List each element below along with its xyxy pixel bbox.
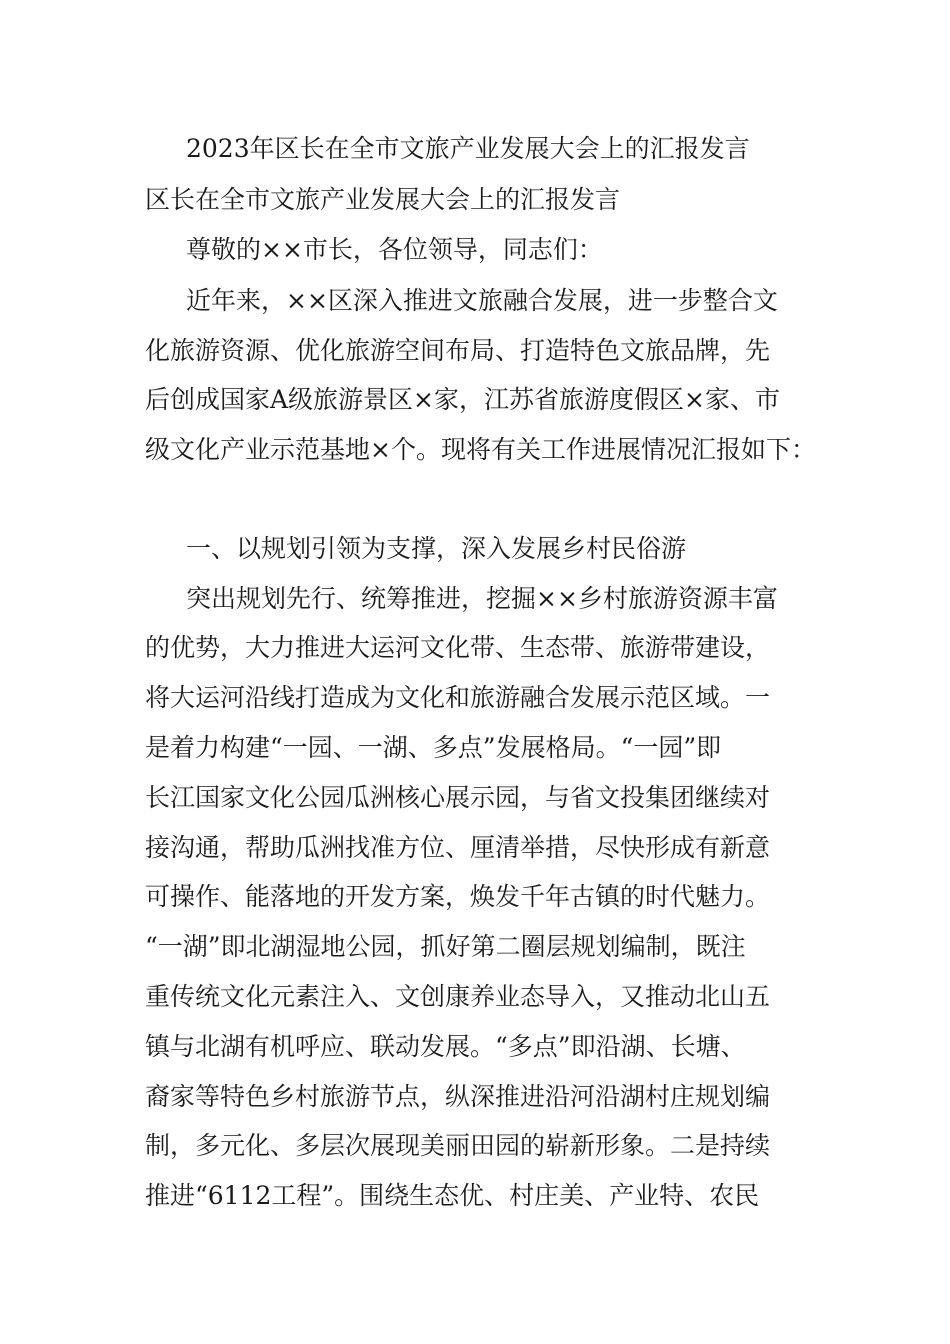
body-line: 突出规划先行、统筹推进，挖掘××乡村旅游资源丰富 bbox=[186, 584, 778, 613]
body-line: “一湖”即北湖湿地公园，抓好第二圈层规划编制，既注 bbox=[145, 932, 746, 961]
document-title: 2023年区长在全市文旅产业发展大会上的汇报发言 bbox=[186, 134, 750, 163]
intro-line: 近年来，××区深入推进文旅融合发展，进一步整合文 bbox=[186, 286, 778, 315]
body-line: 接沟通，帮助瓜洲找准方位、厘清举措，尽快形成有新意 bbox=[145, 833, 771, 862]
body-line: 制，多元化、多层次展现美丽田园的崭新形象。二是持续 bbox=[145, 1131, 771, 1160]
section-heading: 一、以规划引领为支撑，深入发展乡村民俗游 bbox=[186, 534, 687, 563]
body-line: 可操作、能落地的开发方案，焕发千年古镇的时代魅力。 bbox=[145, 882, 771, 911]
salutation: 尊敬的××市长，各位领导，同志们： bbox=[186, 235, 603, 264]
document-subtitle: 区长在全市文旅产业发展大会上的汇报发言 bbox=[145, 185, 621, 214]
body-line: 镇与北湖有机呼应、联动发展。“多点”即沿湖、长塘、 bbox=[145, 1032, 746, 1061]
body-line: 的优势，大力推进大运河文化带、生态带、旅游带建设， bbox=[145, 633, 771, 662]
intro-line: 化旅游资源、优化旅游空间布局、打造特色文旅品牌，先 bbox=[145, 336, 771, 365]
body-line: 将大运河沿线打造成为文化和旅游融合发展示范区域。一 bbox=[145, 683, 771, 712]
body-line: 裔家等特色乡村旅游节点，纵深推进沿河沿湖村庄规划编 bbox=[145, 1082, 771, 1111]
body-line: 推进“6112工程”。围绕生态优、村庄美、产业特、农民 bbox=[145, 1181, 760, 1210]
body-line: 长江国家文化公园瓜洲核心展示园，与省文投集团继续对 bbox=[145, 783, 771, 812]
intro-line: 级文化产业示范基地×个。现将有关工作进展情况汇报如下： bbox=[145, 435, 816, 464]
body-line: 重传统文化元素注入、文创康养业态导入，又推动北山五 bbox=[145, 982, 771, 1011]
intro-line: 后创成国家A级旅游景区×家，江苏省旅游度假区×家、市 bbox=[145, 385, 780, 414]
body-line: 是着力构建“一园、一湖、多点”发展格局。“一园”即 bbox=[145, 733, 722, 762]
